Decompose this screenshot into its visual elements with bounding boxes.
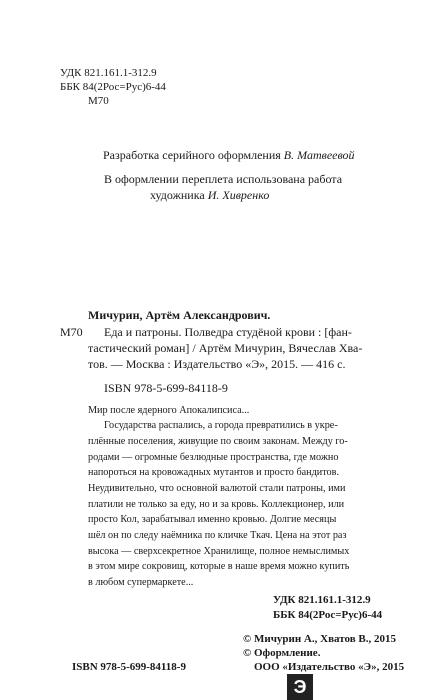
annotation-line: напороться на кровожадных мутантов и просто бандитов. [88, 467, 340, 478]
footer-isbn: ISBN 978-5-699-84118-9 [72, 661, 186, 673]
annotation-line: родами — огромные безлюдные пространства, где можно [88, 452, 339, 463]
header-bbk: ББК 84(2Рос=Рус)6-44 [60, 81, 166, 93]
annotation-line: Неудивительно, что основной валютой стали патроны, ими [88, 483, 346, 494]
catalog-isbn: ISBN 978-5-699-84118-9 [104, 381, 228, 395]
copyright-authors: © Мичурин А., Хватов В., 2015 [243, 633, 396, 645]
cover-credit-line2 [150, 187, 269, 203]
annotation-line: в этом мире сокровищ, которые в наше время можно купить [88, 561, 350, 572]
cover-artist-name: И. Хивренко [207, 188, 270, 202]
catalog-code: М70 [60, 325, 83, 339]
catalog-line-3: тов. — Москва : Издательство «Э», 2015. — 416 с. [88, 357, 346, 371]
annotation-line: просто Кол, зарабатывал именно кровью. Долгие месяцы [88, 514, 337, 525]
classification-bbk: ББК 84(2Рос=Рус)6-44 [273, 609, 383, 621]
annotation-line: Мир после ядерного Апокалипсиса... [88, 405, 250, 416]
annotation-line: плённые поселения, живущие по своим законам. Между го- [88, 436, 348, 447]
header-code: М70 [88, 95, 109, 107]
publisher-logo: Э [287, 674, 313, 700]
series-design-credit [103, 147, 355, 163]
series-design-prefix: Разработка серийного оформления [103, 148, 284, 162]
cover-credit-prefix: художника [150, 188, 208, 202]
annotation-line: высока — сверхсекретное Хранилище, полное немыслимых [88, 546, 350, 557]
annotation-line: Государства распались, а города превратились в укре- [104, 420, 338, 431]
series-designer-name: В. Матвеевой [283, 148, 355, 162]
header-udk: УДК 821.161.1-312.9 [60, 67, 157, 79]
annotation-line: шёл он по следу наёмника по кличке Ткач. Цена на этот раз [88, 530, 347, 541]
classification-udk: УДК 821.161.1-312.9 [273, 594, 371, 606]
annotation-line: платили не только за еду, но и за кровь. Коллекционер, или [88, 499, 345, 510]
catalog-line-2: тастический роман] / Артём Мичурин, Вячеслав Хва- [88, 341, 363, 355]
copyright-publisher: ООО «Издательство «Э», 2015 [254, 661, 405, 673]
annotation-line: в любом супермаркете... [88, 577, 194, 588]
catalog-author: Мичурин, Артём Александрович. [88, 308, 271, 322]
catalog-line-1: Еда и патроны. Полведра студёной крови : [фан- [104, 325, 352, 339]
cover-credit-line1: В оформлении переплета использована работа [104, 172, 343, 186]
copyright-design: © Оформление. [243, 647, 321, 659]
